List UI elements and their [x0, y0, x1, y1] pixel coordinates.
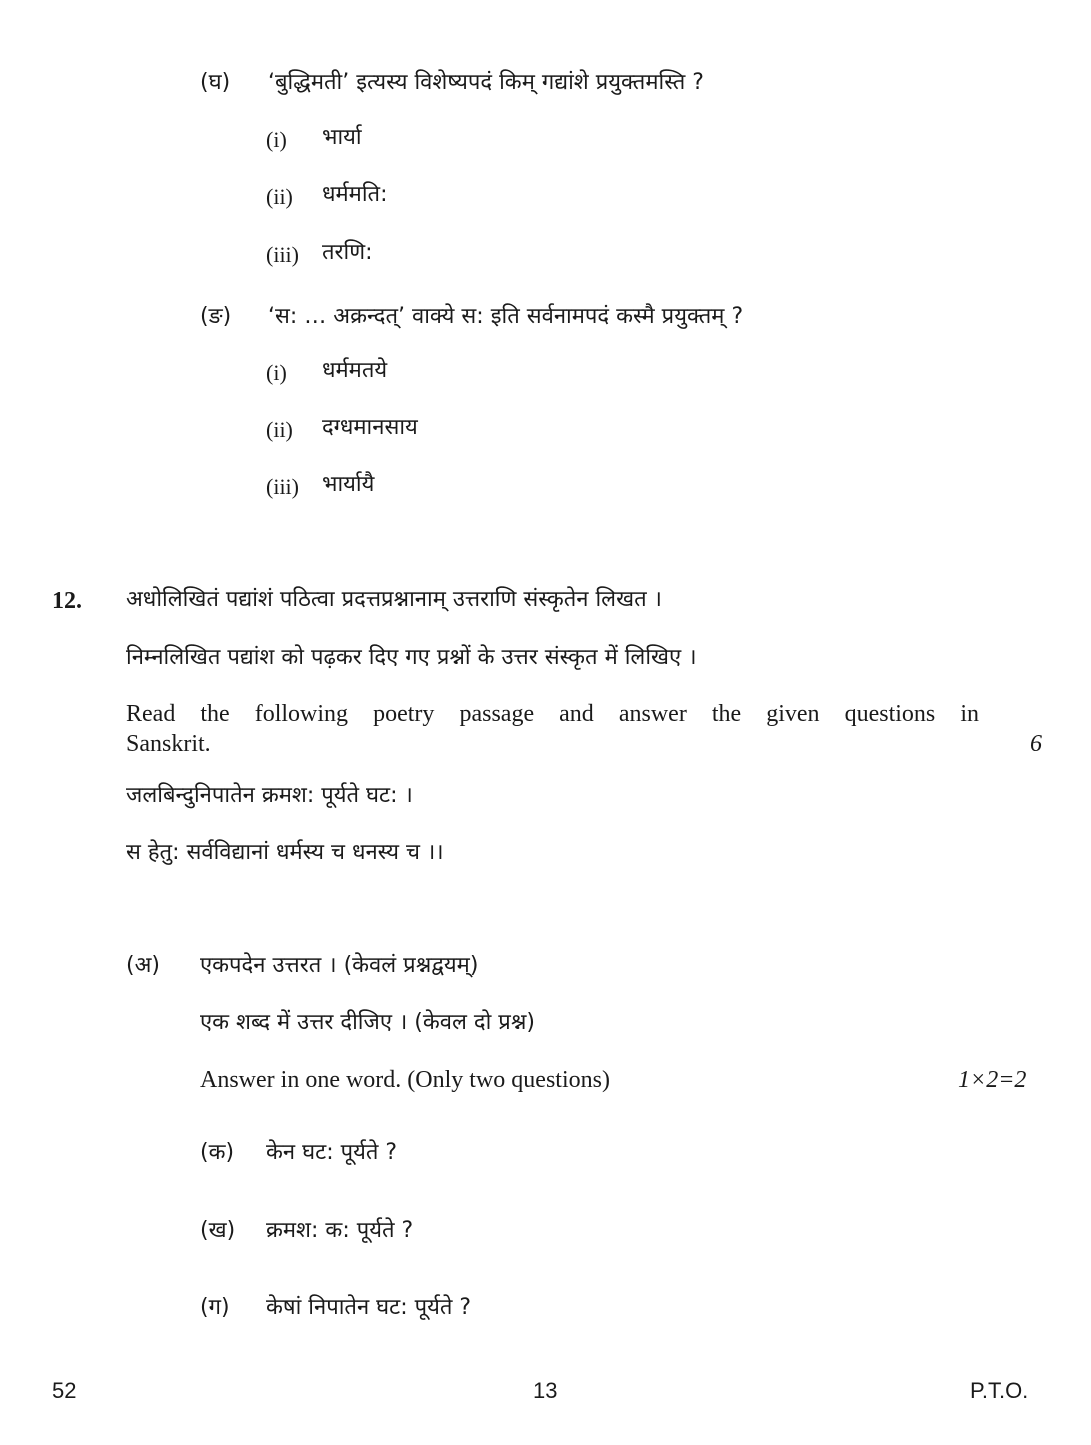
sub-question-text: केषां निपातेन घट: पूर्यते ? — [266, 1295, 472, 1320]
sub-part-a-instruction-sanskrit: एकपदेन उत्तरत । (केवलं प्रश्नद्वयम्) — [200, 953, 479, 978]
sub-question-text: क्रमश: क: पूर्यते ? — [266, 1218, 414, 1243]
q12-instruction-sanskrit: अधोलिखितं पद्यांशं पठित्वा प्रदत्तप्रश्नानाम् उत्तराणि संस्कृतेन लिखत । — [126, 587, 662, 612]
part-nga-option-text: भार्यायै — [322, 472, 375, 497]
part-gha-option-num: (iii) — [266, 242, 299, 267]
sub-part-a-instruction-hindi: एक शब्द में उत्तर दीजिए । (केवल दो प्रश्न) — [200, 1010, 535, 1035]
footer-paper-code: 52 — [52, 1378, 77, 1403]
verse-line: जलबिन्दुनिपातेन क्रमश: पूर्यते घट: । — [126, 783, 413, 808]
q12-instruction-hindi: निम्नलिखित पद्यांश को पढ़कर दिए गए प्रश्नों के उत्तर संस्कृत में लिखिए । — [126, 645, 697, 670]
part-nga-label: (ङ) — [200, 304, 232, 329]
verse-line: स हेतु: सर्वविद्यानां धर्मस्य च धनस्य च ।। — [126, 840, 444, 865]
part-gha-option-text: भार्या — [322, 125, 362, 150]
part-gha-option-text: धर्ममति: — [322, 182, 388, 207]
part-gha-question: ‘बुद्धिमती’ इत्यस्य विशेष्यपदं किम् गद्यांशे प्रयुक्तमस्ति ? — [268, 70, 704, 95]
part-gha-option-num: (ii) — [266, 184, 293, 209]
sub-part-a-instruction-english: Answer in one word. (Only two questions) — [200, 1067, 610, 1093]
question-number: 12. — [52, 588, 82, 614]
sub-question-label: (ख) — [200, 1218, 236, 1243]
sub-question-text: केन घट: पूर्यते ? — [266, 1140, 398, 1165]
sub-part-a-label: (अ) — [126, 953, 160, 978]
part-nga-question: ‘स: … अक्रन्दत्’ वाक्ये स: इति सर्वनामपदं कस्मै प्रयुक्तम् ? — [268, 304, 744, 329]
sub-question-label: (क) — [200, 1140, 235, 1165]
part-nga-option-num: (ii) — [266, 417, 293, 442]
footer-page-number: 13 — [533, 1378, 558, 1403]
q12-instruction-english-line1: Read the following poetry passage and answer the given questions in — [126, 701, 979, 727]
part-nga-option-text: दग्धमानसाय — [322, 415, 418, 440]
part-gha-option-num: (i) — [266, 127, 287, 152]
part-nga-option-num: (i) — [266, 360, 287, 385]
part-gha-label: (घ) — [200, 70, 231, 95]
sub-question-label: (ग) — [200, 1295, 230, 1320]
q12-marks: 6 — [1030, 731, 1042, 757]
part-nga-option-text: धर्ममतये — [322, 358, 388, 383]
footer-pto: P.T.O. — [970, 1378, 1029, 1403]
part-nga-option-num: (iii) — [266, 474, 299, 499]
q12-instruction-english-line2: Sanskrit. — [126, 731, 211, 757]
part-gha-option-text: तरणि: — [322, 240, 373, 265]
sub-part-a-marks: 1×2=2 — [958, 1067, 1027, 1093]
